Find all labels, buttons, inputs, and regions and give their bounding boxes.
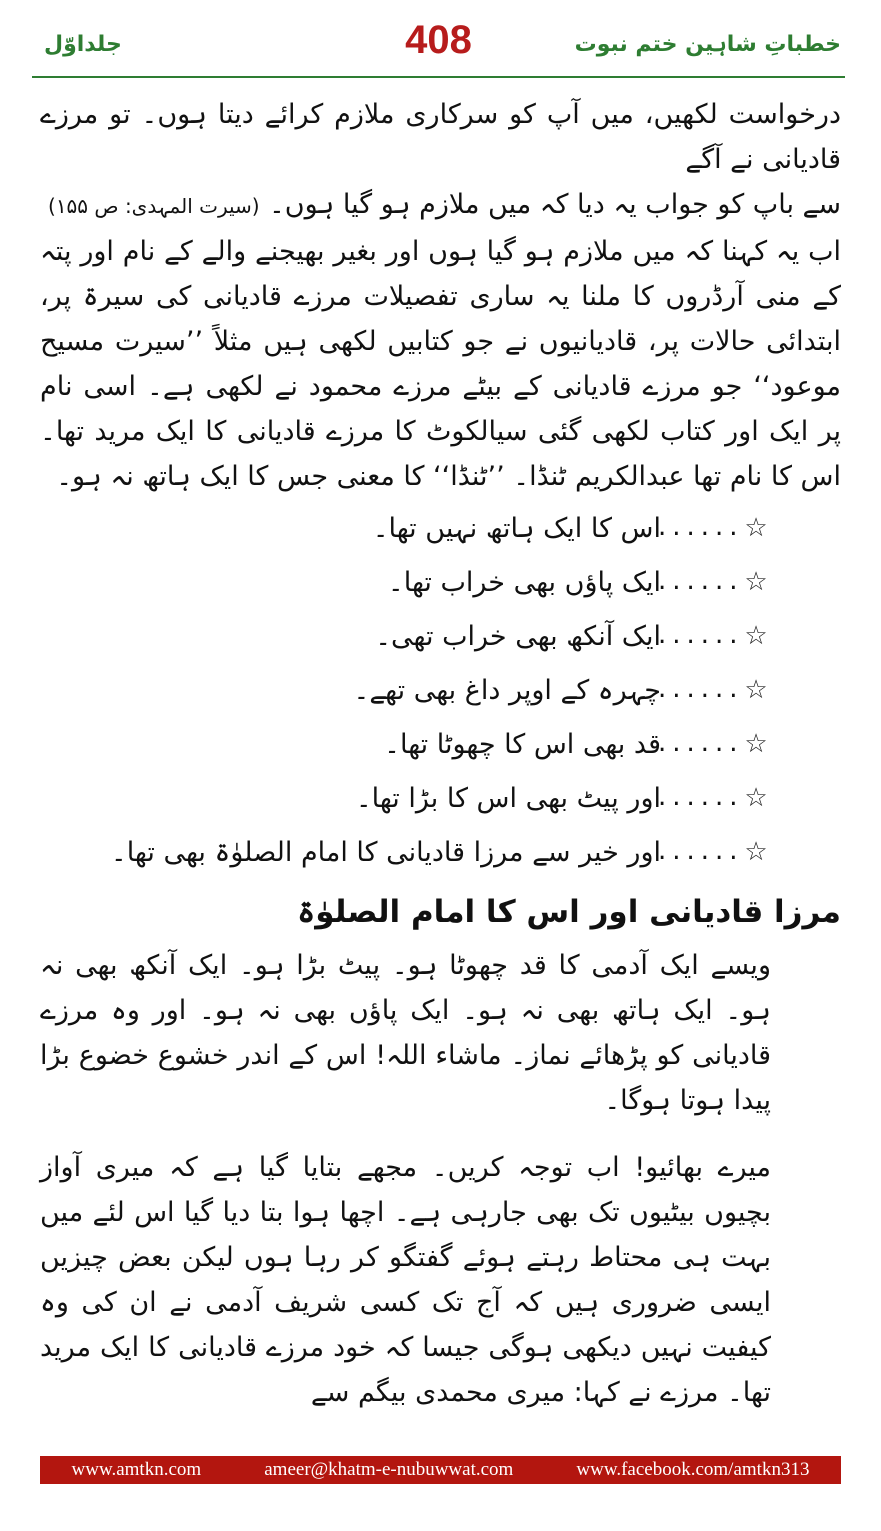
star-icon: ☆ [744, 512, 768, 543]
star-icon: ☆ [744, 620, 768, 651]
star-icon: ☆ [744, 566, 768, 597]
list-item-text: ایک آنکھ بھی خراب تھی۔ [375, 620, 661, 652]
leader-dots: ...... [655, 785, 741, 811]
paragraph-3: ویسے ایک آدمی کا قد چھوٹا ہو۔ پیٹ بڑا ہو۔ ایک آنکھ بھی نہ ہو۔ ایک ہاتھ بھی نہ ہو۔ ایک پاؤں بھی نہ ہو۔ اور وہ مرزے قادیانی کو پڑھائے نماز۔ ماشاء اللہ! اس کے اندر خشوع خضوع بڑا پیدا ہوتا ہوگا۔ [40, 950, 771, 1116]
list-item [40, 771, 771, 825]
citation: (سیرت المہدی: ص ۱۵۵) [48, 194, 260, 218]
list-item [40, 663, 771, 717]
leader-dots: ...... [655, 623, 741, 649]
list-item-text: چہرہ کے اوپر داغ بھی تھے۔ [353, 674, 661, 706]
paragraph-1-text: سے باپ کو جواب یہ دیا کہ میں ملازم ہو گیا ہوں۔ [268, 189, 841, 220]
footer-website-link[interactable]: www.amtkn.com [71, 1459, 202, 1480]
star-icon: ☆ [744, 782, 768, 813]
attributes-list [40, 501, 841, 879]
page-header [32, 14, 845, 70]
paragraph-4: میرے بھائیو! اب توجہ کریں۔ مجھے بتایا گیا ہے کہ میری آواز بچیوں بیٹیوں تک بھی جارہی ہے۔ اچھا ہوا بتا دیا گیا اس لئے میں بہت ہی محتاط رہتے ہوئے گفتگو کر رہا ہوں لیکن بعض چیزیں ایسی ضروری ہیں کہ آج تک کسی شریف آدمی نے ان کی وہ کیفیت نہیں دیکھی ہوگی جیسا کہ خود مرزے قادیانی کا ایک مرید تھا۔ مرزے نے کہا: میری محمدی بیگم سے [40, 1152, 771, 1408]
paragraph-2: اب یہ کہنا کہ میں ملازم ہو گیا ہوں اور بغیر بھیجنے والے کے نام اور پتہ کے منی آرڈروں کا ملنا یہ ساری تفصیلات مرزے قادیانی کی سیرۃ پر، ابتدائی حالات پر، قادیانیوں نے جو کتابیں لکھی ہیں مثلاً ’’سیرت مسیح موعود‘‘ جو مرزے قادیانی کے بیٹے مرزے محمود نے لکھی ہے۔ اسی نام پر ایک اور کتاب لکھی گئی سیالکوٹ کا مرزے قادیانی کا ایک مرید تھا۔ اس کا نام تھا عبدالکریم ٹنڈا۔ ’’ٹنڈا‘‘ کا معنی جس کا ایک ہاتھ نہ ہو۔ [40, 236, 841, 492]
section-heading: مرزا قادیانی اور اس کا امام الصلوٰۃ [297, 894, 841, 930]
list-item [40, 825, 771, 879]
paragraph-gap [40, 1123, 841, 1145]
list-item-text: اور خیر سے مرزا قادیانی کا امام الصلوٰۃ بھی تھا۔ [110, 836, 661, 868]
footer-facebook-link[interactable]: www.facebook.com/amtkn313 [576, 1459, 810, 1480]
list-item-text: اور پیٹ بھی اس کا بڑا تھا۔ [355, 782, 661, 814]
leader-dots: ...... [655, 515, 741, 541]
leader-dots: ...... [655, 569, 741, 595]
star-icon: ☆ [744, 728, 768, 759]
page-number: 408 [405, 18, 472, 62]
page-footer [40, 1456, 841, 1484]
leader-dots: ...... [655, 839, 741, 865]
leader-dots: ...... [655, 677, 741, 703]
list-item [40, 501, 771, 555]
volume-label: جلداوّل [44, 32, 122, 57]
leader-dots: ...... [655, 731, 741, 757]
list-item-text: قد بھی اس کا چھوٹا تھا۔ [384, 728, 661, 760]
star-icon: ☆ [744, 836, 768, 867]
book-title: خطباتِ شاہین ختم نبوت [574, 32, 841, 57]
list-item [40, 717, 771, 771]
footer-email-link[interactable]: ameer@khatm-e-nubuwwat.com [264, 1459, 514, 1480]
list-item [40, 609, 771, 663]
header-divider [32, 76, 845, 78]
list-item-text: ایک پاؤں بھی خراب تھا۔ [387, 566, 661, 598]
list-item-text: اس کا ایک ہاتھ نہیں تھا۔ [372, 512, 661, 544]
paragraph-1-line-2 [40, 182, 841, 229]
star-icon: ☆ [744, 674, 768, 705]
page-body [40, 92, 841, 1415]
list-item [40, 555, 771, 609]
paragraph-1-line-1: درخواست لکھیں، میں آپ کو سرکاری ملازم کرائے دیتا ہوں۔ تو مرزے قادیانی نے آگے [40, 99, 841, 175]
